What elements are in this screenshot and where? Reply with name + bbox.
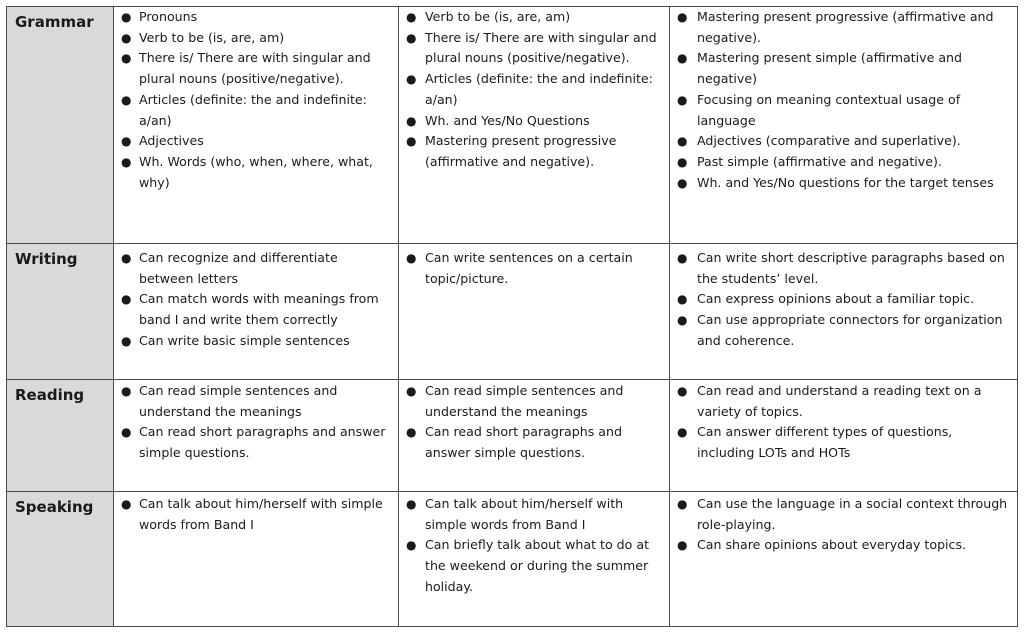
list-item-text: There is/ There are with singular and plural nouns (positive/negative). (425, 29, 657, 66)
table-cell (113, 494, 398, 535)
bullet-icon: ● (406, 497, 417, 511)
bullet-icon: ● (121, 333, 132, 348)
list-item-text: Can read short paragraphs and answer simple questions. (139, 424, 386, 461)
bullet-icon: ● (677, 251, 688, 265)
list-item (398, 131, 669, 172)
list-item (669, 152, 1017, 173)
bullet-icon: ● (121, 51, 132, 66)
row-header-label: Writing (15, 250, 78, 268)
bullet-icon: ● (121, 384, 132, 398)
list-item-text: Articles (definite: the and indefinite: a/an) (425, 71, 653, 107)
list-item (669, 173, 1017, 194)
list-item (113, 48, 398, 89)
list-item-text: Articles (definite: the and indefinite: a/an) (139, 91, 367, 128)
bullet-list (113, 381, 398, 464)
list-item (669, 48, 1017, 89)
list-item (669, 381, 1017, 422)
column-divider (1017, 6, 1018, 627)
bullet-icon: ● (121, 497, 132, 511)
list-item-text: Can answer different types of questions, including LOTs and HOTs (697, 424, 953, 461)
bullet-list (669, 381, 1017, 464)
list-item (113, 331, 398, 352)
table-cell (669, 7, 1017, 193)
bullet-icon: ● (677, 51, 688, 66)
list-item-text: Mastering present progressive (affirmative and negative). (425, 133, 617, 169)
bullet-icon: ● (677, 497, 688, 511)
bullet-list (398, 381, 669, 464)
bullet-icon: ● (121, 10, 132, 24)
list-item-text: Can recognize and differentiate between letters (139, 250, 338, 286)
table-cell (113, 381, 398, 464)
list-item (398, 381, 669, 422)
list-item-text: Verb to be (is, are, am) (425, 9, 571, 24)
list-item (113, 381, 398, 422)
bullet-icon: ● (121, 292, 132, 307)
list-item-text: Mastering present simple (affirmative and negative) (697, 50, 963, 87)
list-item (113, 248, 398, 289)
row-header-label: Grammar (15, 13, 94, 31)
bullet-list (113, 7, 398, 193)
list-item (398, 494, 669, 535)
list-item (398, 111, 669, 132)
list-item (669, 310, 1017, 351)
table-cell (113, 7, 398, 193)
row-divider (6, 243, 1018, 244)
bullet-icon: ● (121, 425, 132, 440)
bullet-icon: ● (406, 251, 417, 265)
row-header-label: Speaking (15, 498, 94, 516)
list-item (669, 131, 1017, 152)
bullet-icon: ● (406, 425, 417, 440)
list-item (669, 535, 1017, 556)
list-item-text: There is/ There are with singular and plural nouns (positive/negative). (139, 50, 371, 87)
list-item-text: Can briefly talk about what to do at the weekend or during the summer holiday. (425, 537, 650, 594)
bullet-icon: ● (677, 292, 688, 307)
list-item-text: Can talk about him/herself with simple words from Band I (139, 496, 383, 532)
column-divider (113, 6, 114, 627)
column-divider (6, 6, 7, 627)
bullet-list (398, 494, 669, 598)
bullet-icon: ● (677, 175, 688, 190)
row-header-cell (7, 244, 113, 379)
bullet-icon: ● (677, 154, 688, 169)
bullet-icon: ● (677, 10, 688, 24)
list-item-text: Wh. and Yes/No questions for the target tenses (697, 174, 994, 190)
bullet-list (113, 248, 398, 352)
bullet-icon: ● (406, 30, 417, 45)
list-item-text: Can use the language in a social context through role-playing. (697, 496, 1008, 532)
bullet-icon: ● (121, 251, 132, 265)
row-divider (6, 491, 1018, 492)
list-item (669, 494, 1017, 535)
row-divider (6, 626, 1018, 627)
bullet-icon: ● (677, 134, 688, 149)
table-cell (398, 7, 669, 173)
list-item-text: Focusing on meaning contextual usage of language (697, 91, 961, 128)
curriculum-table (6, 6, 1018, 627)
bullet-list (669, 494, 1017, 556)
list-item-text: Adjectives (comparative and superlative). (697, 133, 961, 149)
list-item (398, 535, 669, 597)
bullet-list (669, 7, 1017, 193)
list-item-text: Wh. and Yes/No Questions (425, 112, 590, 128)
row-divider (6, 6, 1018, 7)
bullet-icon: ● (406, 72, 417, 87)
list-item-text: Can use appropriate connectors for organization and coherence. (697, 312, 1003, 348)
list-item-text: Can read simple sentences and understand the meanings (425, 383, 624, 419)
bullet-icon: ● (677, 538, 688, 553)
list-item-text: Can match words with meanings from band I and write them correctly (139, 291, 379, 328)
list-item-text: Past simple (affirmative and negative). (697, 153, 942, 169)
list-item (113, 7, 398, 28)
table-cell (669, 494, 1017, 556)
list-item (113, 289, 398, 330)
list-item-text: Can share opinions about everyday topics. (697, 537, 967, 553)
list-item-text: Can write basic simple sentences (139, 332, 350, 348)
bullet-icon: ● (406, 10, 417, 24)
list-item-text: Can talk about him/herself with simple words from Band I (425, 496, 624, 532)
list-item-text: Can write short descriptive paragraphs based on the students’ level. (697, 250, 1005, 286)
column-divider (669, 6, 670, 627)
list-item (113, 131, 398, 152)
list-item (113, 494, 398, 535)
table-cell (669, 248, 1017, 352)
row-header-cell (7, 380, 113, 491)
bullet-list (669, 248, 1017, 352)
list-item (669, 248, 1017, 289)
list-item-text: Can read simple sentences and understand the meanings (139, 383, 338, 419)
row-header-cell (7, 7, 113, 243)
list-item (398, 248, 669, 289)
bullet-icon: ● (677, 92, 688, 107)
bullet-icon: ● (406, 384, 417, 398)
list-item (669, 289, 1017, 310)
bullet-list (398, 248, 669, 289)
bullet-icon: ● (406, 113, 417, 128)
bullet-icon: ● (121, 30, 132, 45)
list-item-text: Can read and understand a reading text on a variety of topics. (697, 383, 982, 419)
list-item (398, 422, 669, 463)
table-cell (398, 248, 669, 289)
list-item (669, 90, 1017, 131)
list-item (398, 7, 669, 28)
bullet-icon: ● (406, 538, 417, 553)
table-cell (398, 494, 669, 598)
list-item (669, 422, 1017, 463)
bullet-icon: ● (121, 134, 132, 149)
list-item-text: Can write sentences on a certain topic/picture. (425, 250, 633, 286)
bullet-icon: ● (121, 92, 132, 107)
list-item (113, 152, 398, 193)
list-item (398, 69, 669, 110)
bullet-icon: ● (406, 134, 417, 149)
bullet-icon: ● (121, 154, 132, 169)
row-divider (6, 379, 1018, 380)
list-item (398, 28, 669, 69)
list-item (113, 90, 398, 131)
table-cell (398, 381, 669, 464)
row-header-label: Reading (15, 386, 85, 404)
list-item-text: Verb to be (is, are, am) (139, 29, 285, 45)
list-item (669, 7, 1017, 48)
bullet-list (113, 494, 398, 535)
table-cell (669, 381, 1017, 464)
bullet-icon: ● (677, 313, 688, 328)
list-item-text: Pronouns (139, 9, 198, 24)
list-item (113, 422, 398, 463)
table-cell (113, 248, 398, 352)
list-item-text: Can express opinions about a familiar topic. (697, 291, 975, 307)
bullet-icon: ● (677, 384, 688, 398)
column-divider (398, 6, 399, 627)
list-item-text: Mastering present progressive (affirmative and negative). (697, 9, 994, 45)
list-item (113, 28, 398, 49)
list-item-text: Can read short paragraphs and answer simple questions. (425, 424, 622, 461)
bullet-icon: ● (677, 425, 688, 440)
row-header-cell (7, 492, 113, 626)
list-item-text: Wh. Words (who, when, where, what, why) (139, 153, 373, 190)
list-item-text: Adjectives (139, 133, 204, 149)
bullet-list (398, 7, 669, 173)
